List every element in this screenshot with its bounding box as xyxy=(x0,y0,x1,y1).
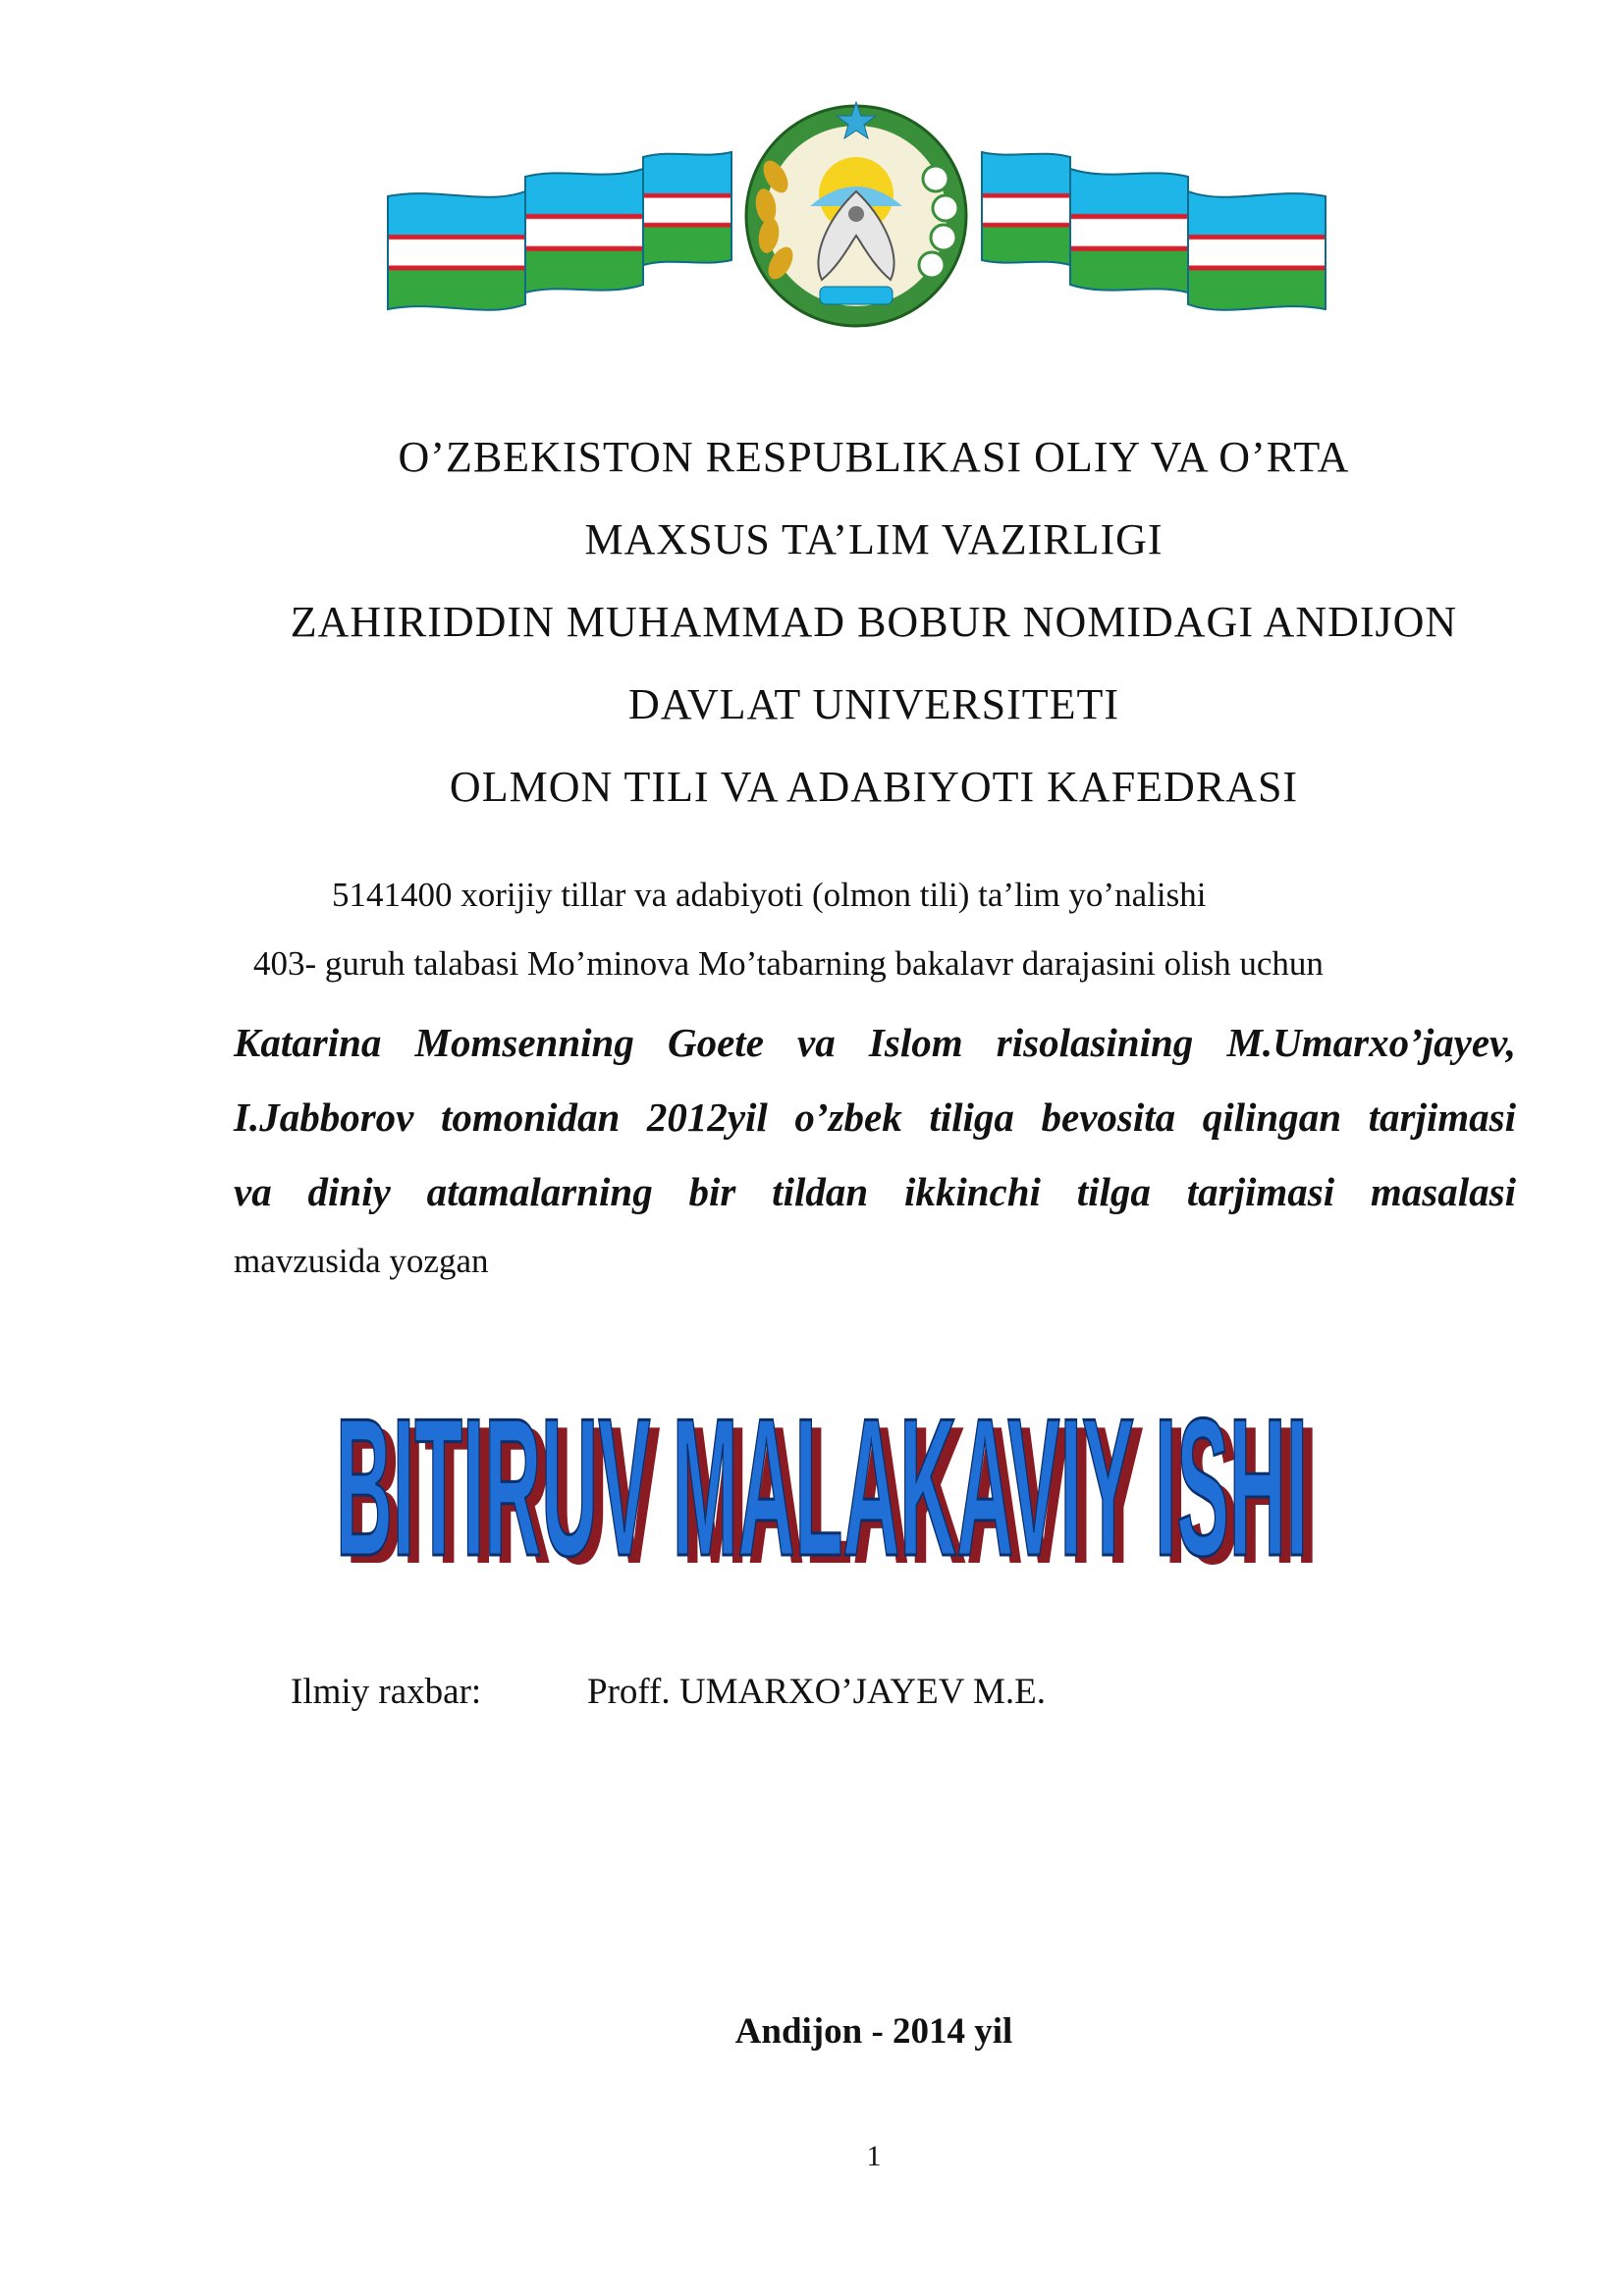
header-line-2: MAXSUS TA’LIM VAZIRLIGI xyxy=(584,515,1164,563)
page-number: 1 xyxy=(866,2140,882,2172)
header-line-3: ZAHIRIDDIN MUHAMMAD BOBUR NOMIDAGI ANDIJON xyxy=(290,598,1458,646)
student-line: 403- guruh talabasi Mo’minova Mo’tabarning bakalavr darajasini olish uchun xyxy=(253,944,1324,983)
topic-line-3: va diniy atamalarning bir tildan ikkinchi tilga tarjimasi masalasi xyxy=(234,1169,1516,1214)
thesis-topic xyxy=(234,1005,1516,1229)
title-main: BITIRUV MALAKAVIY ISHI xyxy=(336,1394,1308,1590)
thesis-title-graphic xyxy=(314,1394,1345,1590)
topic-tail: mavzusida yozgan xyxy=(234,1242,489,1280)
program-line: 5141400 xorijiy tillar va adabiyoti (olmon tili) ta’lim yo’nalishi xyxy=(332,876,1207,914)
title-shadow: BITIRUV MALAKAVIY ISHI xyxy=(346,1394,1318,1590)
state-emblem-banner xyxy=(378,98,1335,334)
coat-of-arms xyxy=(746,102,966,326)
thesis-title-wordart xyxy=(314,1394,1345,1590)
advisor-label: Ilmiy raxbar: xyxy=(291,1672,482,1712)
right-flag-ribbon xyxy=(982,152,1326,310)
header-line-4: DAVLAT UNIVERSITETI xyxy=(627,680,1120,728)
emblem-illustration xyxy=(378,98,1335,334)
city-year: Andijon - 2014 yil xyxy=(734,2011,1013,2052)
header-line-1: O’ZBEKISTON RESPUBLIKASI OLIY VA O’RTA xyxy=(398,433,1350,481)
ministry-header xyxy=(196,416,1551,828)
left-flag-ribbon xyxy=(388,152,731,310)
topic-line-2: I.Jabborov tomonidan 2012yil o’zbek tiliga bevosita qilingan tarjimasi xyxy=(234,1095,1516,1140)
advisor-name: Proff. UMARXO’JAYEV M.E. xyxy=(587,1672,1046,1712)
topic-line-1: Katarina Momsenning Goete va Islom risolasining M.Umarxo’jayev, xyxy=(234,1020,1516,1065)
header-line-5: OLMON TILI VA ADABIYOTI KAFEDRASI xyxy=(449,763,1299,811)
